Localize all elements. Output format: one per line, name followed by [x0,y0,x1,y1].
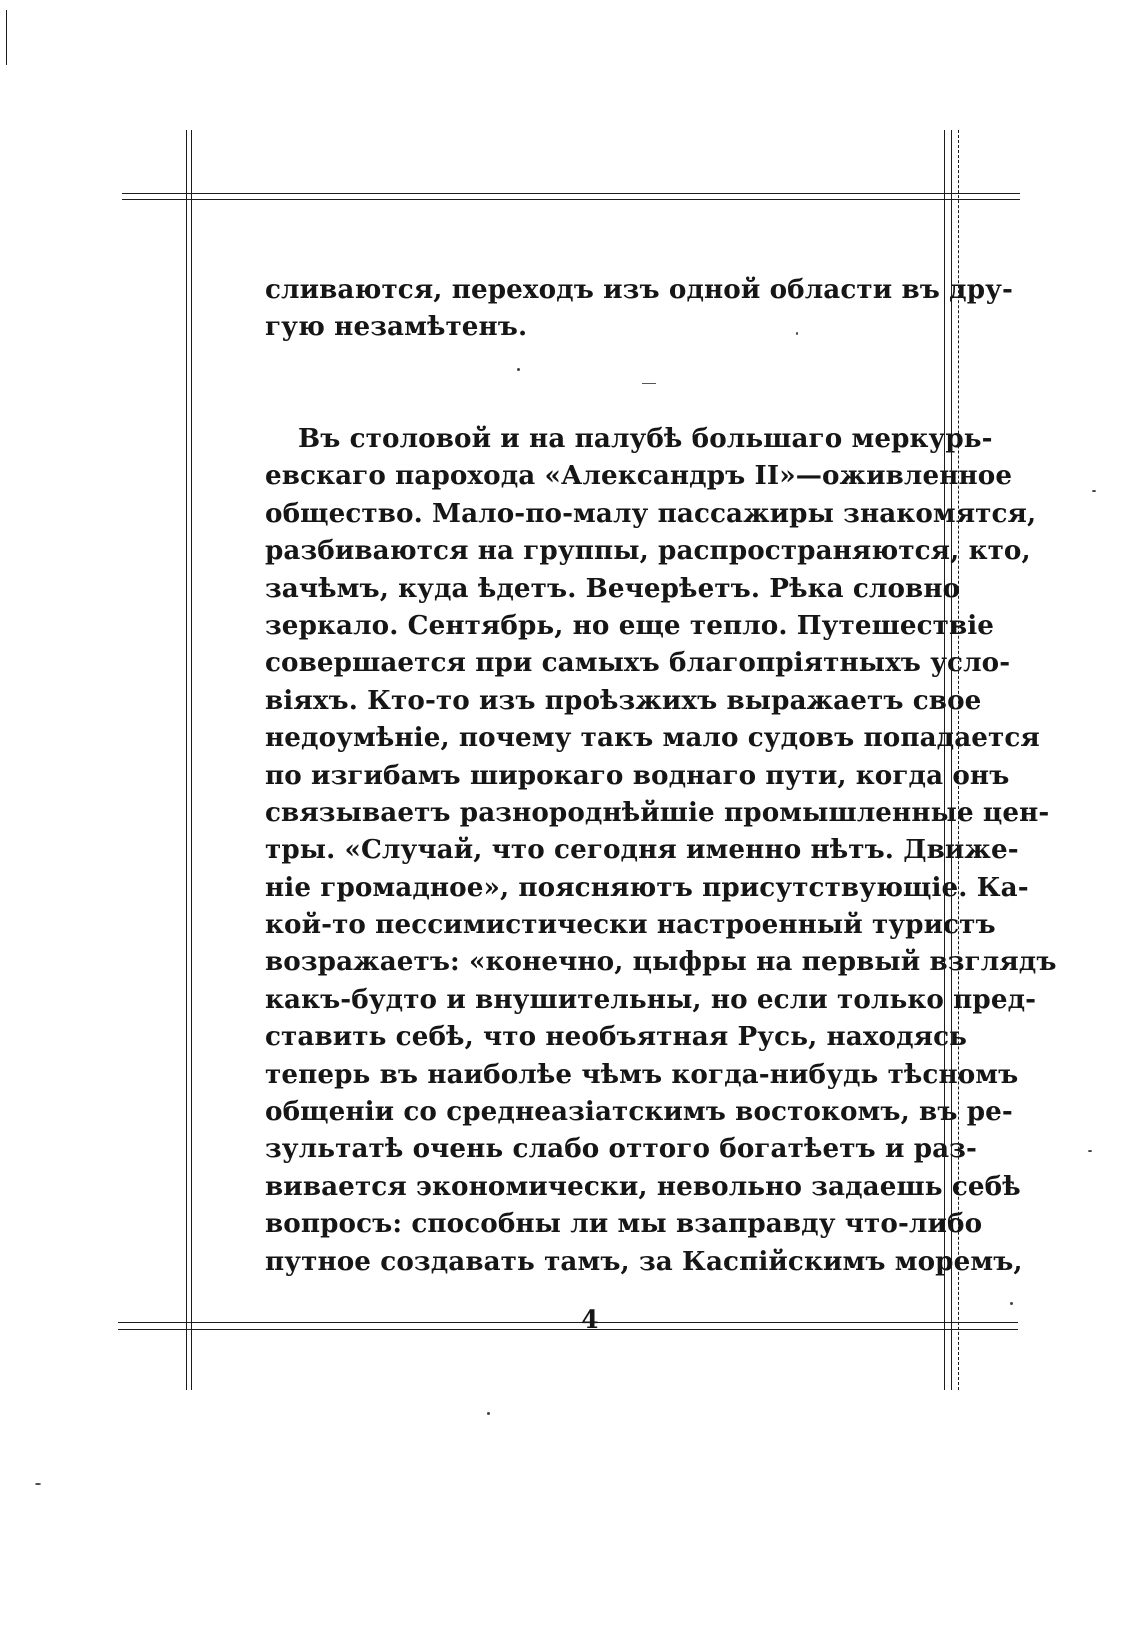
text-line: віяхъ. Кто-то изъ проѣзжихъ выражаетъ свое [265,684,982,716]
section-divider [642,383,656,384]
top-rule-inner [122,199,1020,200]
text-line: общеніи со среднеазіатскимъ востокомъ, въ ре- [265,1096,1013,1128]
top-rule-outer [122,193,1020,194]
text-line: тры. «Случай, что сегодня именно нѣтъ. Движе- [265,834,1019,866]
bottom-rule-inner [118,1329,1018,1330]
scan-speck [517,368,520,371]
bottom-rule-outer [118,1322,1018,1323]
text-line: вопросъ: способны ли мы взаправду что-либо [265,1208,983,1240]
text-line: разбиваются на группы, распространяются, кто, [265,535,1031,567]
text-line: возражаетъ: «конечно, цыфры на первый взглядъ [265,946,1057,978]
main-paragraph [265,420,1057,1280]
text-line: какъ-будто и внушительны, но если только пред- [265,983,1037,1015]
text-line: ніе громадное», поясняютъ присутствующіе. Ка- [265,871,1029,903]
text-line: совершается при самыхъ благопріятныхъ усло- [265,647,1011,679]
text-line: зультатѣ очень слабо оттого богатѣетъ и раз- [265,1133,977,1165]
text-line: Въ столовой и на палубѣ большаго меркурь- [298,423,993,454]
scan-speck [1088,1150,1092,1152]
left-rule-outer [186,130,187,1390]
scan-speck [1092,490,1096,492]
text-line: кой-то пессимистически настроенный туристъ [265,909,996,941]
text-line: вивается экономически, невольно задаешь себѣ [265,1170,1021,1202]
scan-speck [1010,1302,1013,1305]
text-line: связываетъ разнороднѣйшіе промышленные цен- [265,796,1050,828]
text-line: недоумѣніе, почему такъ мало судовъ попадается [265,722,1040,754]
scan-edge-mark [6,10,7,65]
scan-speck [487,1412,490,1415]
text-line: гую незамѣтенъ. [265,311,528,343]
left-rule-inner [191,130,192,1390]
text-line: теперь въ наиболѣе чѣмъ когда-нибудь тѣсномъ [265,1058,1019,1090]
text-line: ставить себѣ, что необъятная Русь, находясь [265,1021,968,1053]
page-number: 4 [581,1305,599,1334]
continuation-text [265,271,1013,346]
text-line: зеркало. Сентябрь, но еще тепло. Путешествіе [265,609,995,641]
text-line: евскаго парохода «Александръ II»—оживленное [265,460,1013,492]
scan-speck [35,1483,41,1485]
text-line: по изгибамъ широкаго воднаго пути, когда онъ [265,759,1010,791]
text-line: путное создавать тамъ, за Каспійскимъ моремъ, [265,1245,1023,1277]
text-line: зачѣмъ, куда ѣдетъ. Вечерѣетъ. Рѣка словно [265,572,961,604]
text-line: сливаются, переходъ изъ одной области въ дру- [265,274,1013,305]
text-line: общество. Мало-по-малу пассажиры знакомятся, [265,497,1037,529]
